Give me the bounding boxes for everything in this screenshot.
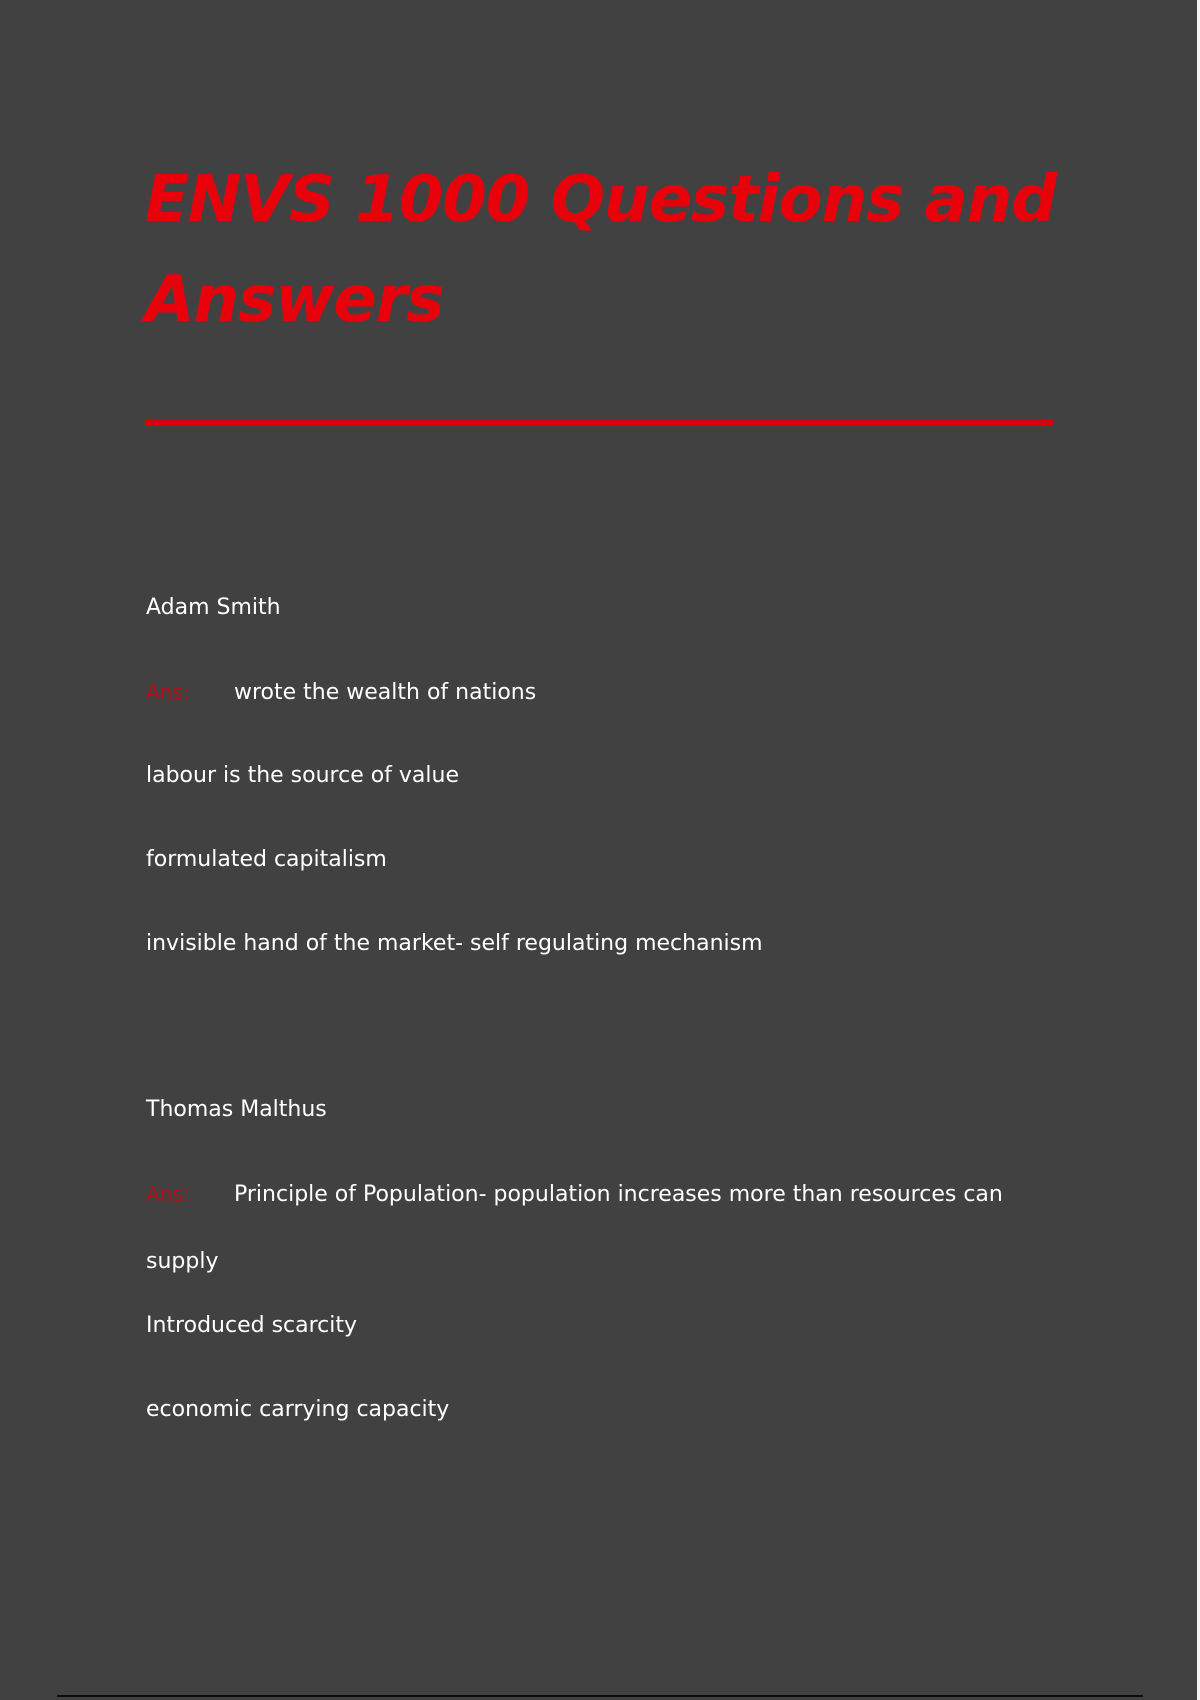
title-underline — [145, 419, 1053, 426]
answer-detail: invisible hand of the market- self regulating mechanism — [146, 931, 763, 956]
answer-text: wrote the wealth of nations — [234, 680, 537, 705]
question-text: Adam Smith — [146, 595, 281, 620]
answer-detail: economic carrying capacity — [146, 1397, 450, 1422]
qa-content — [146, 585, 1076, 1471]
answer-label: Ans: — [146, 680, 190, 704]
answer-detail: formulated capitalism — [146, 847, 387, 872]
answer-label: Ans: — [146, 1182, 190, 1206]
document-title: ENVS 1000 Questions and Answers — [145, 163, 1057, 337]
answer-detail: Introduced scarcity — [146, 1313, 358, 1338]
question-text: Thomas Malthus — [146, 1097, 327, 1122]
answer-text: Principle of Population- population increases more than resources can supply — [146, 1182, 1003, 1274]
footer-rule — [57, 1695, 1143, 1697]
answer-detail: labour is the source of value — [146, 763, 460, 788]
qa-block — [146, 585, 1076, 1005]
answer-row — [146, 669, 1076, 753]
block-spacer — [146, 1005, 1076, 1087]
qa-block — [146, 1087, 1076, 1471]
answer-row — [146, 1161, 1076, 1295]
